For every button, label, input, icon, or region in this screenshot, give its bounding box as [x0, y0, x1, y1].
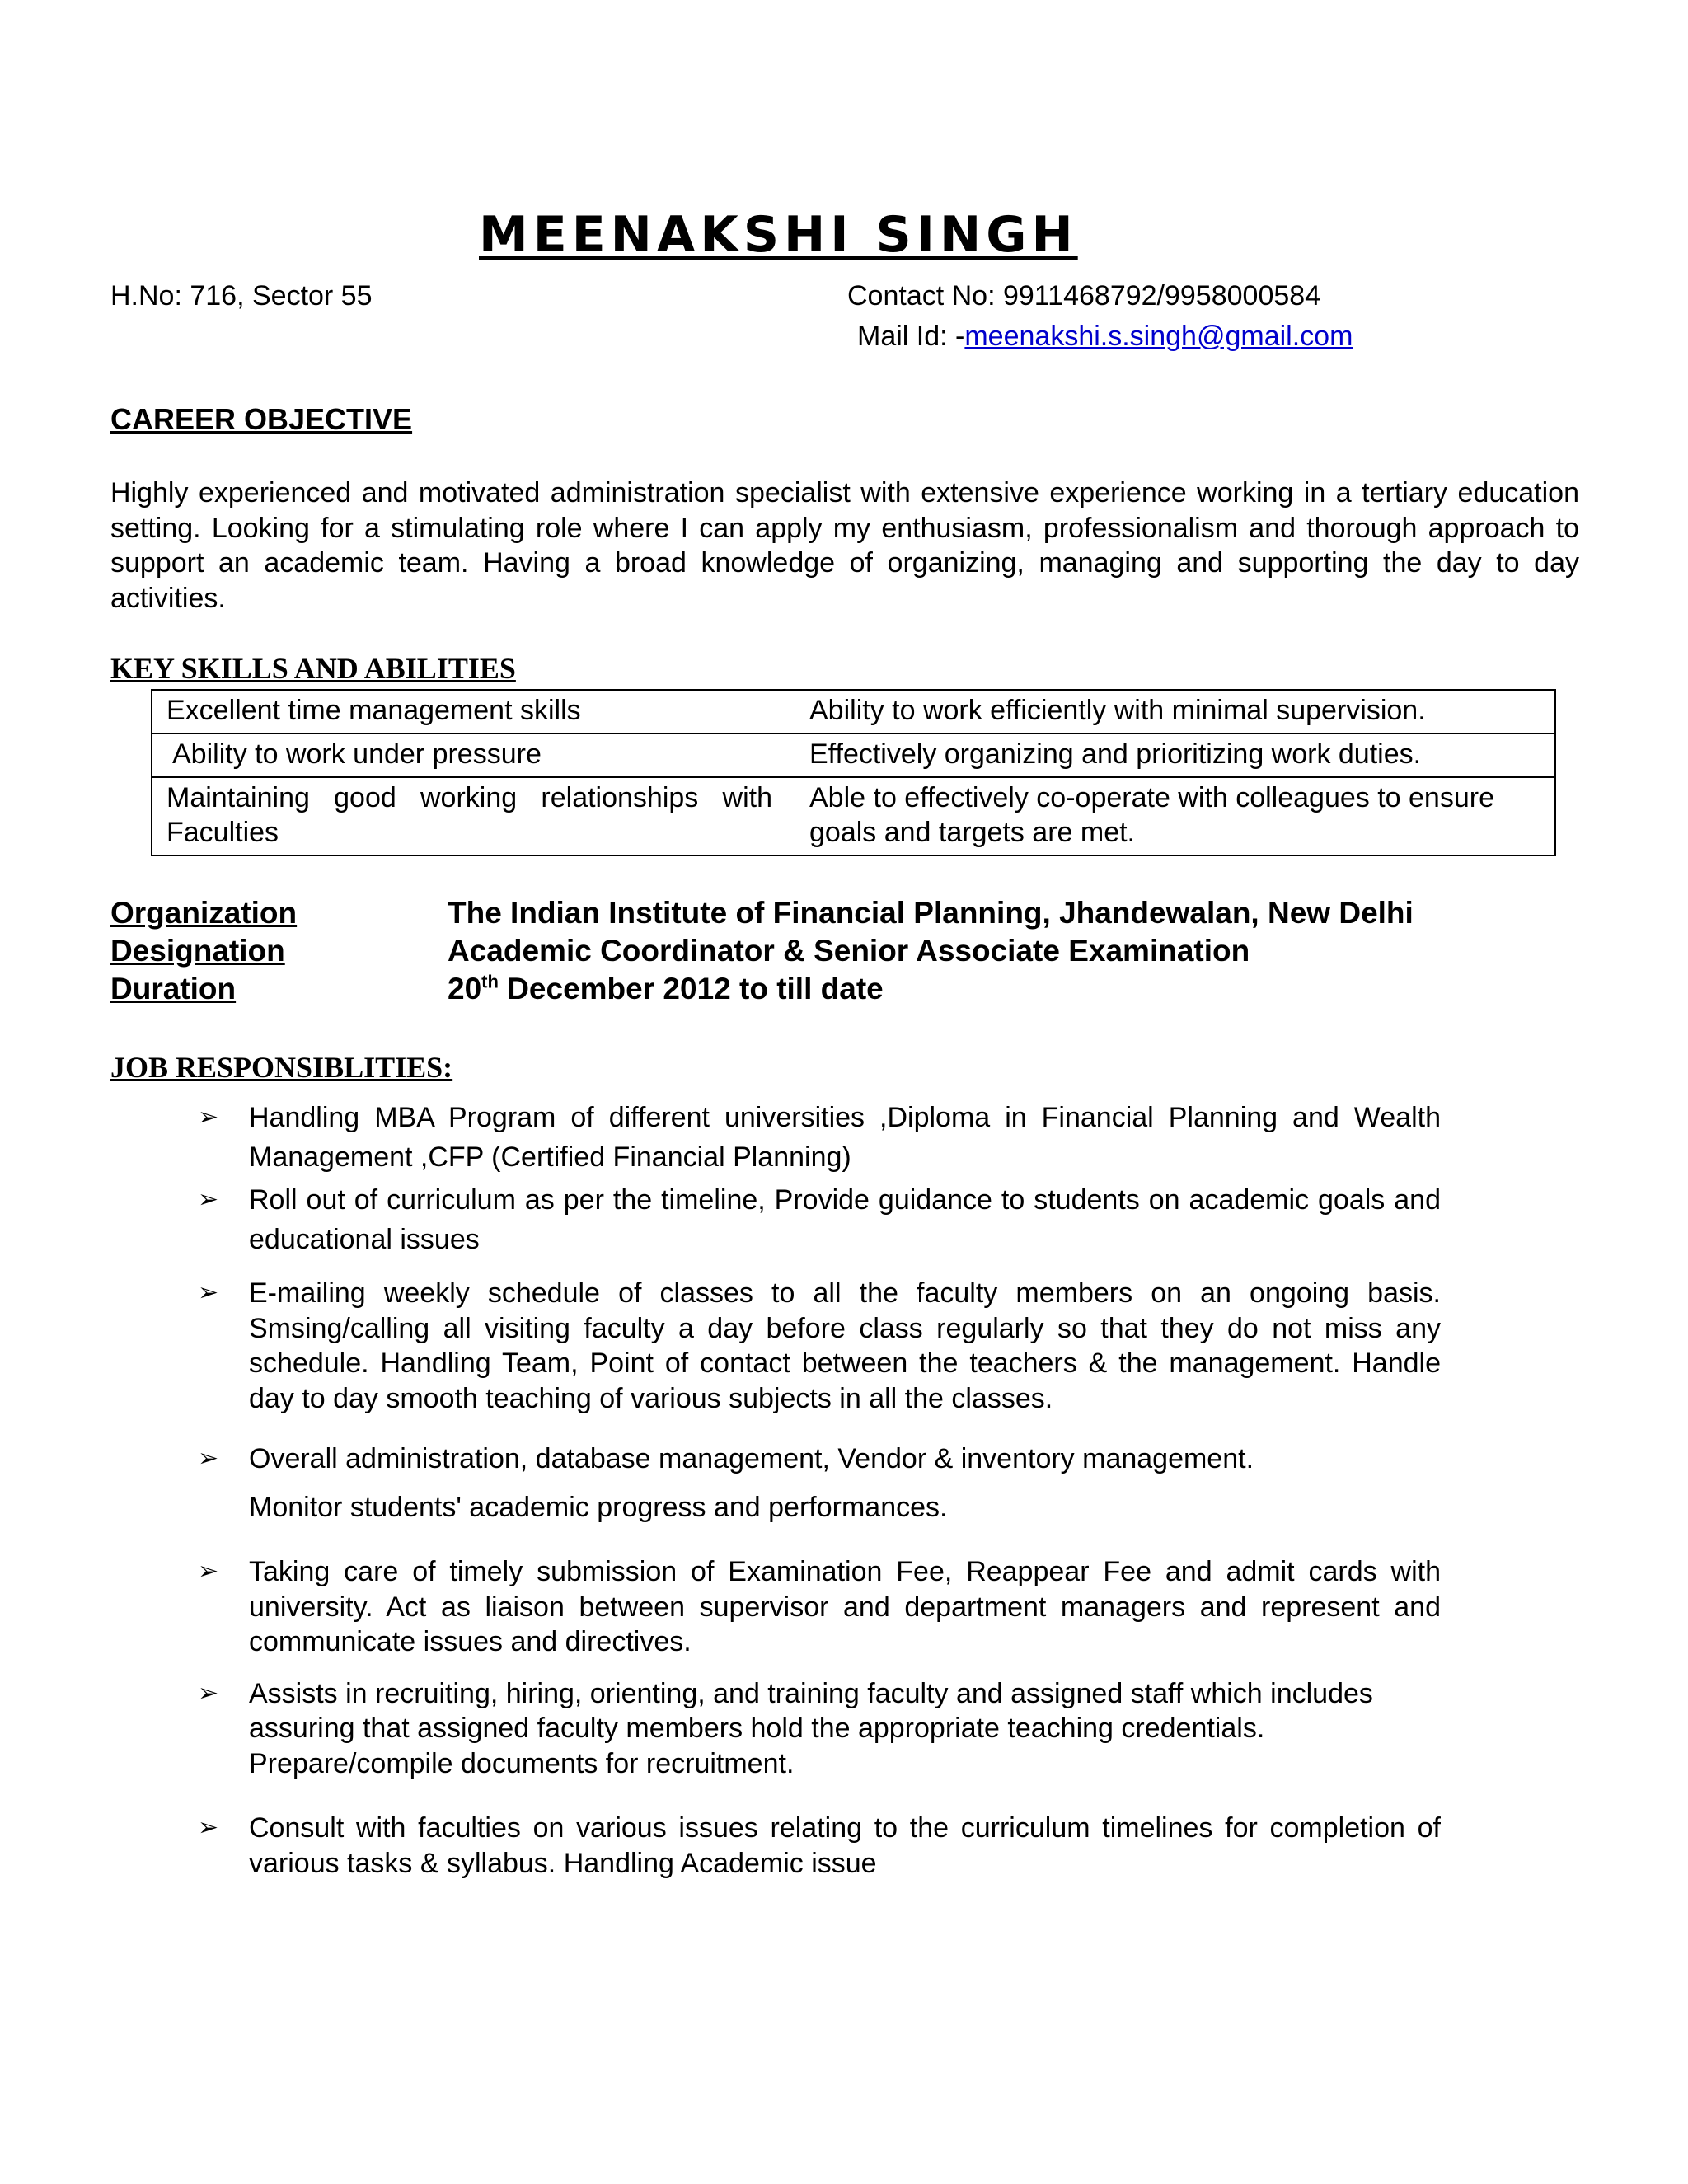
- responsibility-text: Consult with faculties on various issues relating to the curriculum timelines for completion of various tasks & syllabus. Handling Academic issue: [249, 1812, 1441, 1879]
- duration-sup: th: [481, 972, 499, 992]
- list-item: [198, 1554, 1441, 1660]
- skill-cell: Ability to work under pressure: [152, 733, 786, 777]
- skill-cell: Able to effectively co-operate with colleagues to ensure goals and targets are met.: [786, 777, 1555, 855]
- candidate-name: MEENAKSHI SINGH: [479, 206, 1078, 264]
- responsibility-text: Assists in recruiting, hiring, orienting, and training faculty and assigned staff which includes assuring that assigned faculty members hold the appropriate teaching credentials. Prepare/compile documents for recruitment.: [249, 1677, 1373, 1779]
- arrow-bullet-icon: ➢: [198, 1278, 219, 1307]
- duration-value: [448, 972, 884, 1005]
- responsibility-text: Taking care of timely submission of Examination Fee, Reappear Fee and admit cards with university. Act as liaison between supervisor and department managers and represent and communicate issues and directives.: [249, 1556, 1441, 1657]
- designation-label: Designation: [110, 934, 285, 968]
- duration-row: [110, 972, 884, 1006]
- key-skills-heading: KEY SKILLS AND ABILITIES: [110, 652, 516, 685]
- job-responsibilities-heading: JOB RESPONSIBLITIES:: [110, 1051, 453, 1084]
- arrow-bullet-icon: ➢: [198, 1678, 219, 1708]
- skills-row: [152, 690, 1555, 733]
- skill-cell: Ability to work efficiently with minimal supervision.: [786, 690, 1555, 733]
- skill-cell: Effectively organizing and prioritizing work duties.: [786, 733, 1555, 777]
- responsibility-text: E-mailing weekly schedule of classes to all the faculty members on an ongoing basis. Smsing/calling all visiting faculty a day before class regularly so that they do not miss any schedule. Handling Team, Point of contact between the teachers & the management. Handle day to day smooth teaching of various subjects in all the classes.: [249, 1277, 1441, 1414]
- arrow-bullet-icon: ➢: [198, 1103, 219, 1132]
- list-item: [198, 1676, 1441, 1782]
- list-item: [198, 1098, 1441, 1177]
- designation-value: Academic Coordinator & Senior Associate Examination: [448, 934, 1250, 968]
- arrow-bullet-icon: ➢: [198, 1557, 219, 1586]
- email-link[interactable]: meenakshi.s.singh@gmail.com: [964, 321, 1353, 352]
- responsibilities-list: [198, 1098, 1441, 1881]
- duration-label: Duration: [110, 972, 237, 1006]
- list-item: [198, 1811, 1441, 1881]
- skills-row: [152, 733, 1555, 777]
- designation-row: [110, 934, 1250, 968]
- list-item: [198, 1180, 1441, 1259]
- list-item: [198, 1276, 1441, 1416]
- skills-table: [151, 689, 1556, 856]
- mail-prefix: Mail Id: -: [857, 321, 965, 352]
- mail-line: [857, 321, 1353, 353]
- duration-day: 20: [448, 972, 482, 1006]
- monitor-progress-text: Monitor students' academic progress and performances.: [249, 1492, 948, 1523]
- arrow-bullet-icon: ➢: [198, 1444, 219, 1473]
- skill-cell: Maintaining good working relationships with Faculties: [152, 777, 786, 855]
- organization-label: Organization: [110, 896, 298, 930]
- address: H.No: 716, Sector 55: [110, 280, 373, 312]
- responsibility-text: Overall administration, database management, Vendor & inventory management.: [249, 1443, 1254, 1474]
- list-item: [198, 1441, 1441, 1526]
- career-objective-heading: CAREER OBJECTIVE: [110, 402, 413, 436]
- organization-row: [110, 896, 1414, 930]
- arrow-bullet-icon: ➢: [198, 1813, 219, 1842]
- career-objective-text: Highly experienced and motivated administration specialist with extensive experience working in a tertiary education setting. Looking for a stimulating role where I can apply my enthusiasm, professionalism and thorough approach to support an academic team. Having a broad knowledge of organizing, managing and supporting the day to day activities.: [110, 477, 1579, 614]
- skill-cell: Excellent time management skills: [152, 690, 786, 733]
- responsibility-text: Handling MBA Program of different universities ,Diploma in Financial Planning and Wealth Management ,CFP (Certified Financial Planning): [249, 1102, 1441, 1173]
- contact-number: Contact No: 9911468792/9958000584: [847, 280, 1321, 312]
- skills-row: [152, 777, 1555, 855]
- responsibility-text: Roll out of curriculum as per the timeline, Provide guidance to students on academic goals and educational issues: [249, 1184, 1441, 1255]
- organization-value: The Indian Institute of Financial Planning, Jhandewalan, New Delhi: [448, 896, 1414, 930]
- arrow-bullet-icon: ➢: [198, 1185, 219, 1214]
- duration-rest: December 2012 to till date: [498, 972, 884, 1006]
